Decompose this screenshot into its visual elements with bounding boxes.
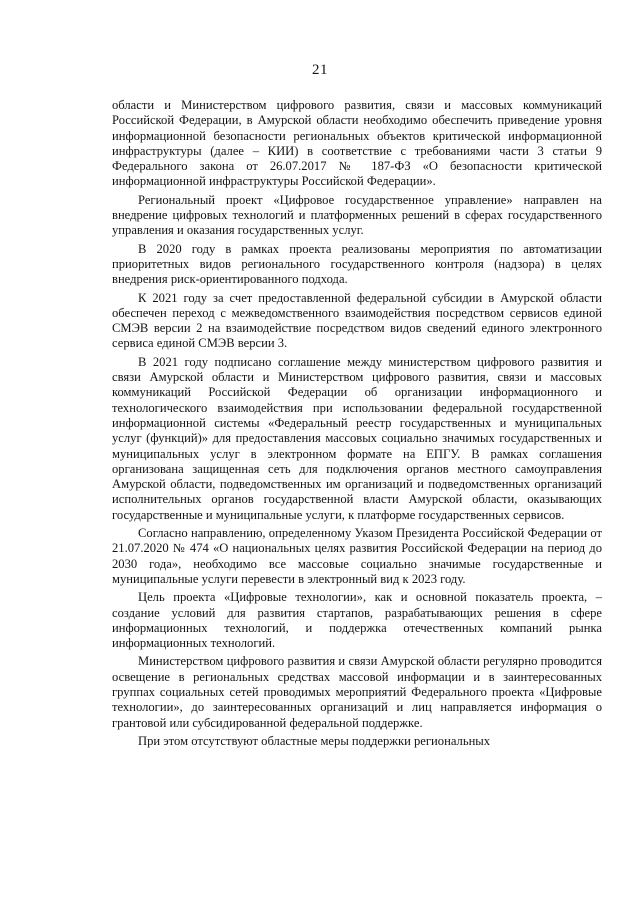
page-number: 21 <box>312 62 328 78</box>
paragraph-smev-transition-2021: К 2021 году за счет предоставленной федеральной субсидии в Амурской области обеспечен переход с межведомственного взаимодействия посредством сервисов единой СМЭВ версии 2 на взаимодействие посредством видов сведений единого электронного сервиса единой СМЭВ версии 3. <box>112 290 602 351</box>
paragraph-presidential-decree: Согласно направлению, определенному Указом Президента Российской Федерации от 21.07.2020 № 474 «О национальных целях развития Российской Федерации на период до 2030 года», необходимо все массовые социально значимые государственные и муниципальные услуги перевести в электронный вид к 2023 году. <box>112 526 602 586</box>
paragraph-regional-support: При этом отсутствуют областные меры поддержки региональных <box>138 733 491 748</box>
paragraph-digital-technologies-goal: Цель проекта «Цифровые технологии», как и основной показатель проекта, – создание условий для развития стартапов, разрабатывающих решения в сфере информационных технологий, и поддержка отечественных компаний рынка информационных технологий. <box>112 590 602 651</box>
document-body <box>112 98 602 752</box>
paragraph-digital-governance-project: Региональный проект «Цифровое государственное управление» направлен на внедрение цифровых технологий и платформенных решений в сферах государственного управления и оказания государственных услуг. <box>112 192 602 238</box>
paragraph-kii-security: области и Министерством цифрового развития, связи и массовых коммуникаций Российской Федерации, в Амурской области необходимо обеспечить приведение уровня информационной безопасности региональных объектов критической информационной инфраструктуры (далее – КИИ) в соответствие с требованиями части 3 статьи 9 Федерального закона от 26.07.2017 № 187-ФЗ «О безопасности критической информационной инфраструктуры Российской Федерации». <box>112 98 602 189</box>
paragraph-ministry-outreach: Министерством цифрового развития и связи Амурской области регулярно проводится освещение в региональных средствах массовой информации и в заинтересованных группах социальных сетей проводимых мероприятий Федерального проекта «Цифровые технологии», до заинтересованных организаций и лиц направляется информация о грантовой или субсидированной федеральной поддержке. <box>112 654 602 730</box>
paragraph-control-automation-2020: В 2020 году в рамках проекта реализованы мероприятия по автоматизации приоритетных видов регионального государственного контроля (надзора) в целях внедрения риск-ориентированного подхода. <box>112 241 602 287</box>
paragraph-agreement-2021: В 2021 году подписано соглашение между министерством цифрового развития и связи Амурской области и Министерством цифрового развития, связи и массовых коммуникаций Российской Федерации об организации информационного и технологического взаимодействия при использовании федеральной государственной информационной системы «Федеральный реестр государственных и муниципальных услуг (функций)» для предоставления массовых социально значимых государственных и муниципальных услуг в электронном формате на ЕПГУ. В рамках соглашения организована защищенная сеть для подключения органов местного самоуправления Амурской области, подведомственных им организаций и подведомственных организаций исполнительных органов государственной власти Амурской области, оказывающих государственные и муниципальные услуги, к платформе государственных сервисов. <box>112 354 602 522</box>
